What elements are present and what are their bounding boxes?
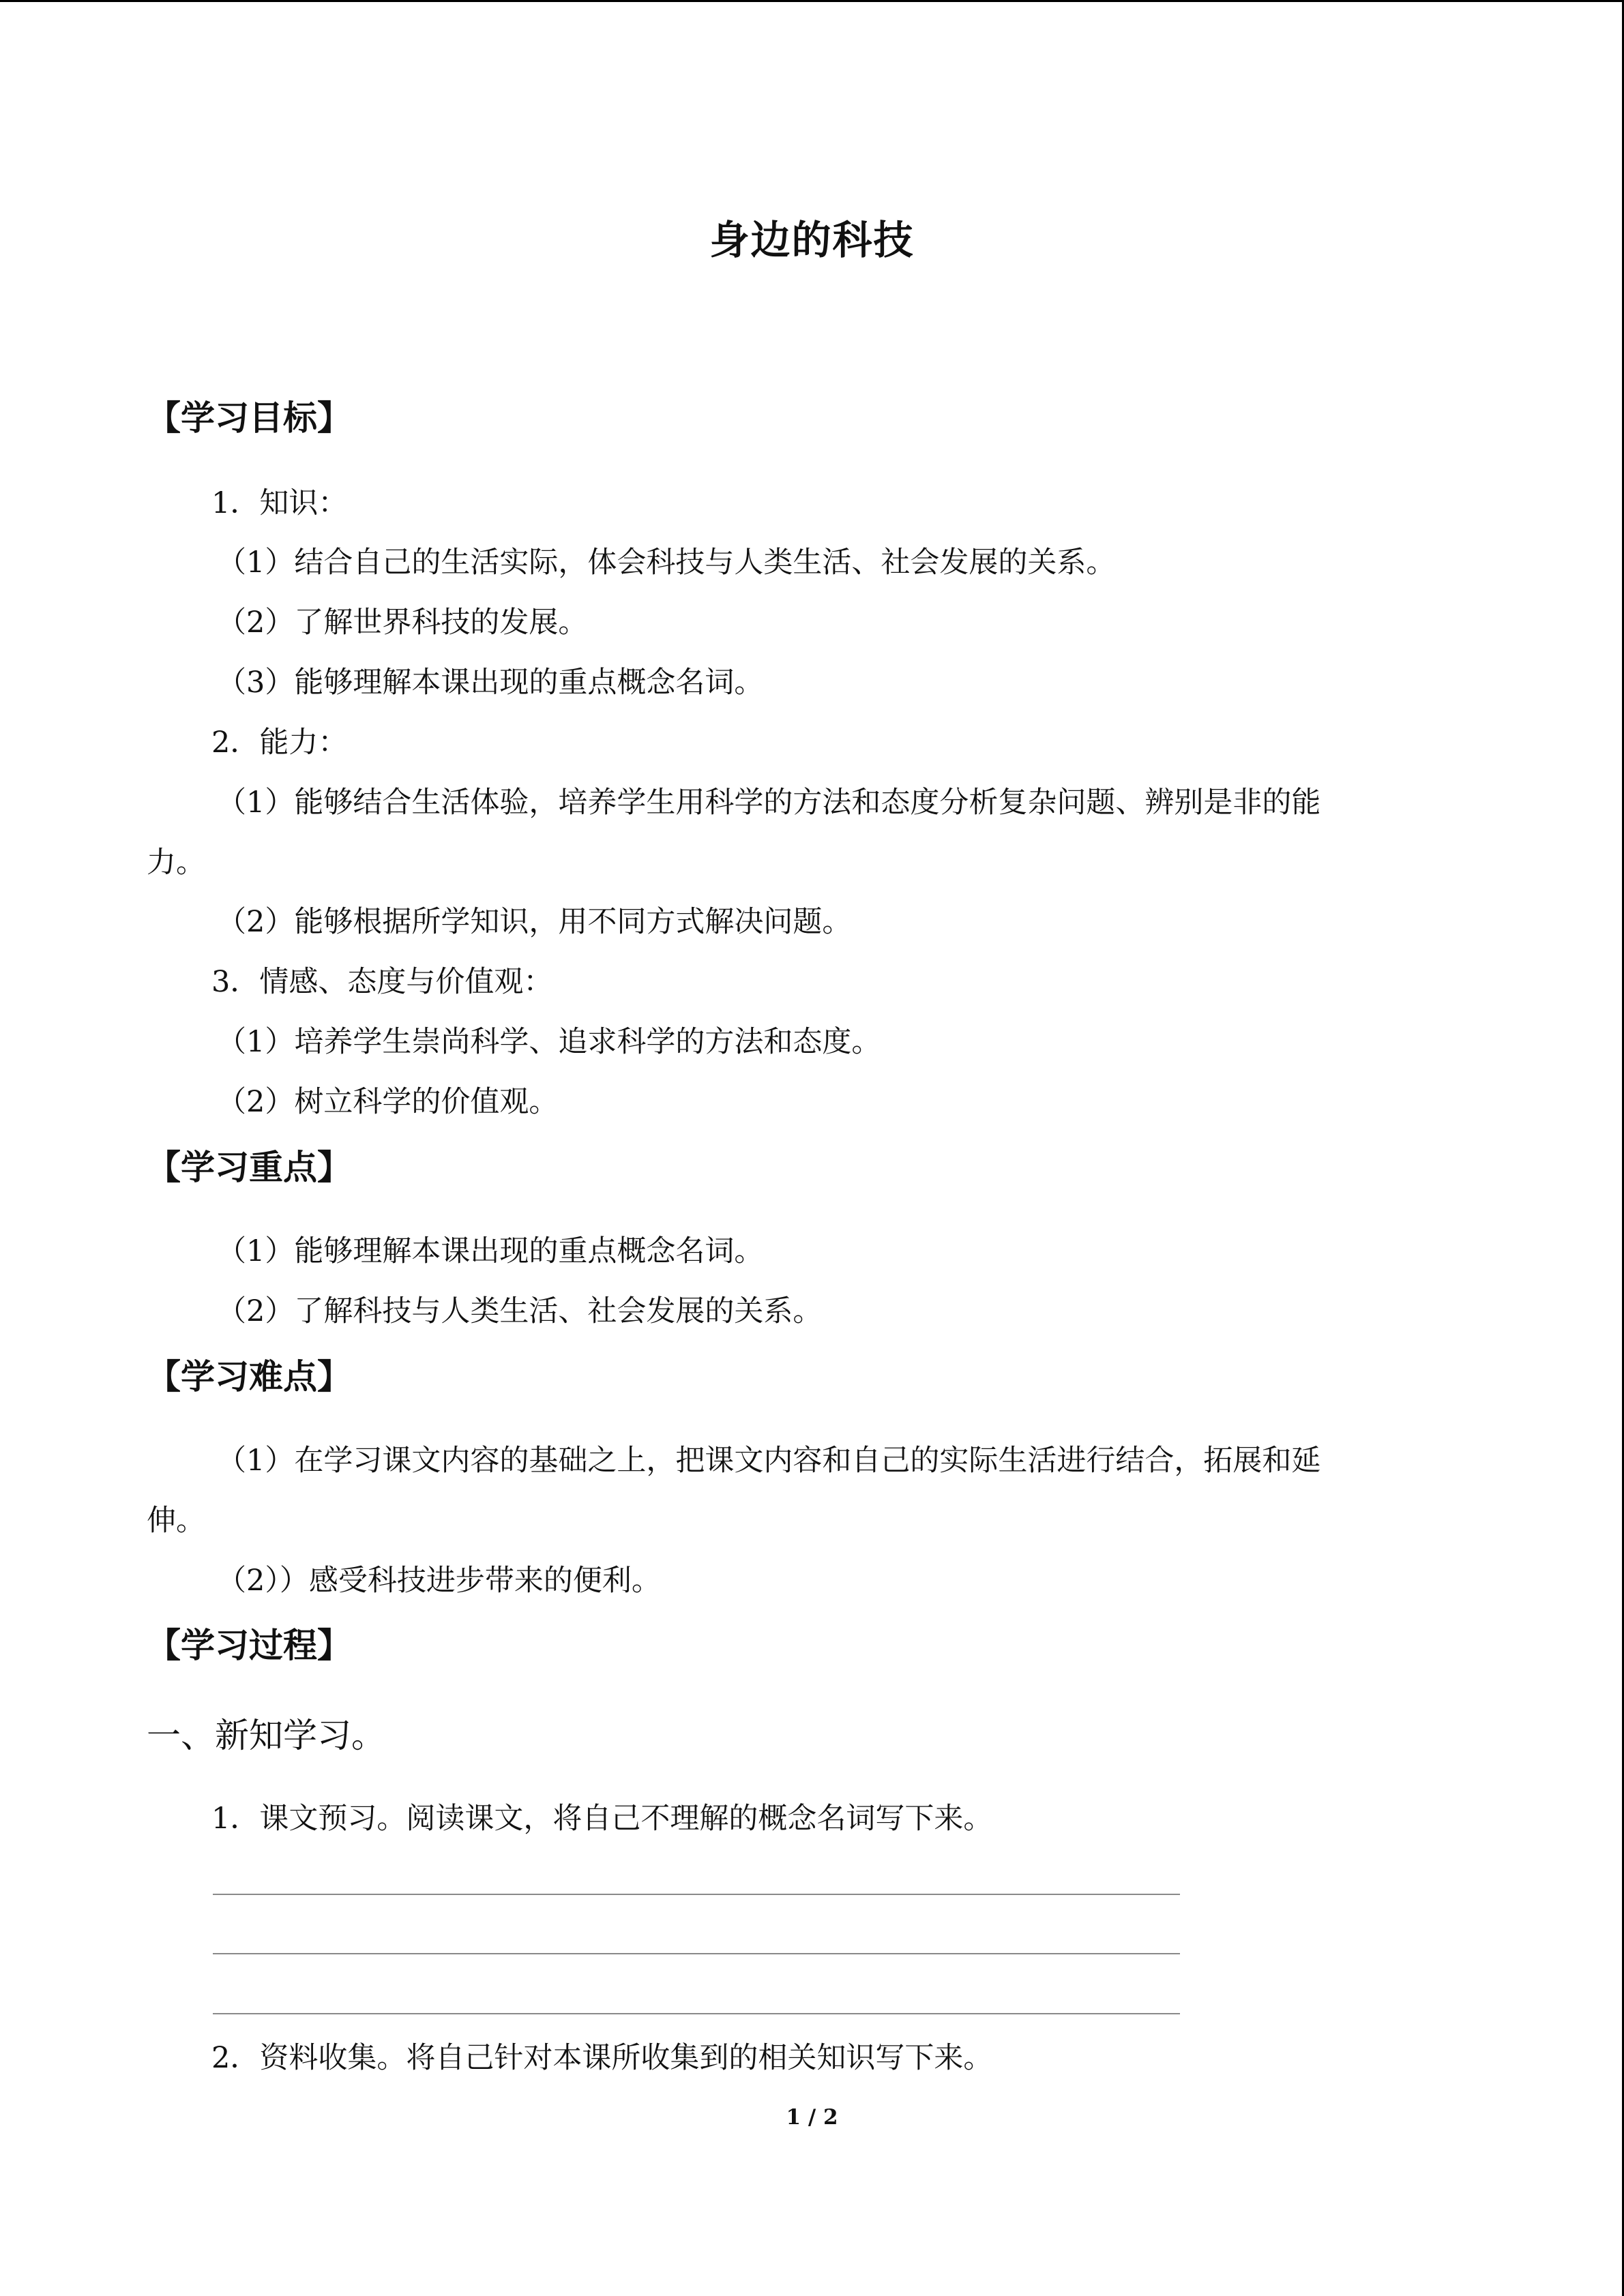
answer-blank-line (213, 1894, 1180, 1895)
answer-blank-line (213, 2013, 1180, 2014)
key-point-line: （2）了解科技与人类生活、社会发展的关系。 (217, 1294, 823, 1328)
goal-line: （2）树立科学的价值观。 (217, 1085, 559, 1119)
goal-line: 1．知识： (211, 486, 348, 520)
task-line: 1．课文预习。阅读课文，将自己不理解的概念名词写下来。 (211, 1802, 993, 1836)
difficulty-line: （2））感受科技进步带来的便利。 (217, 1564, 661, 1598)
difficulty-line: （1）在学习课文内容的基础之上，把课文内容和自己的实际生活进行结合，拓展和延 (217, 1444, 1321, 1478)
section-heading-process: 【学习过程】 (147, 1626, 351, 1665)
goal-line: （1）能够结合生活体验，培养学生用科学的方法和态度分析复杂问题、辨别是非的能 (217, 786, 1321, 820)
task-line: 2．资料收集。将自己针对本课所收集到的相关知识写下来。 (211, 2041, 993, 2075)
goal-line: （3）能够理解本课出现的重点概念名词。 (217, 666, 764, 700)
goal-line: 2．能力： (211, 726, 348, 760)
goal-line: （1）结合自己的生活实际，体会科技与人类生活、社会发展的关系。 (217, 546, 1116, 580)
difficulty-line: 伸。 (147, 1504, 205, 1538)
goal-line: 3．情感、态度与价值观： (211, 965, 553, 999)
key-point-line: （1）能够理解本课出现的重点概念名词。 (217, 1234, 764, 1268)
goal-line: （1）培养学生崇尚科学、追求科学的方法和态度。 (217, 1025, 881, 1059)
section-heading-key-points: 【学习重点】 (147, 1148, 351, 1187)
answer-blank-line (213, 1953, 1180, 1954)
part-title: 一、新知学习。 (147, 1716, 385, 1755)
goal-line: （2）能够根据所学知识，用不同方式解决问题。 (217, 905, 852, 939)
section-heading-difficulties: 【学习难点】 (147, 1357, 351, 1397)
section-heading-goals: 【学习目标】 (147, 398, 351, 438)
page-number: 1 / 2 (786, 2105, 838, 2130)
document-title: 身边的科技 (709, 217, 915, 263)
goal-line: （2）了解世界科技的发展。 (217, 606, 588, 640)
goal-line: 力。 (147, 846, 205, 880)
